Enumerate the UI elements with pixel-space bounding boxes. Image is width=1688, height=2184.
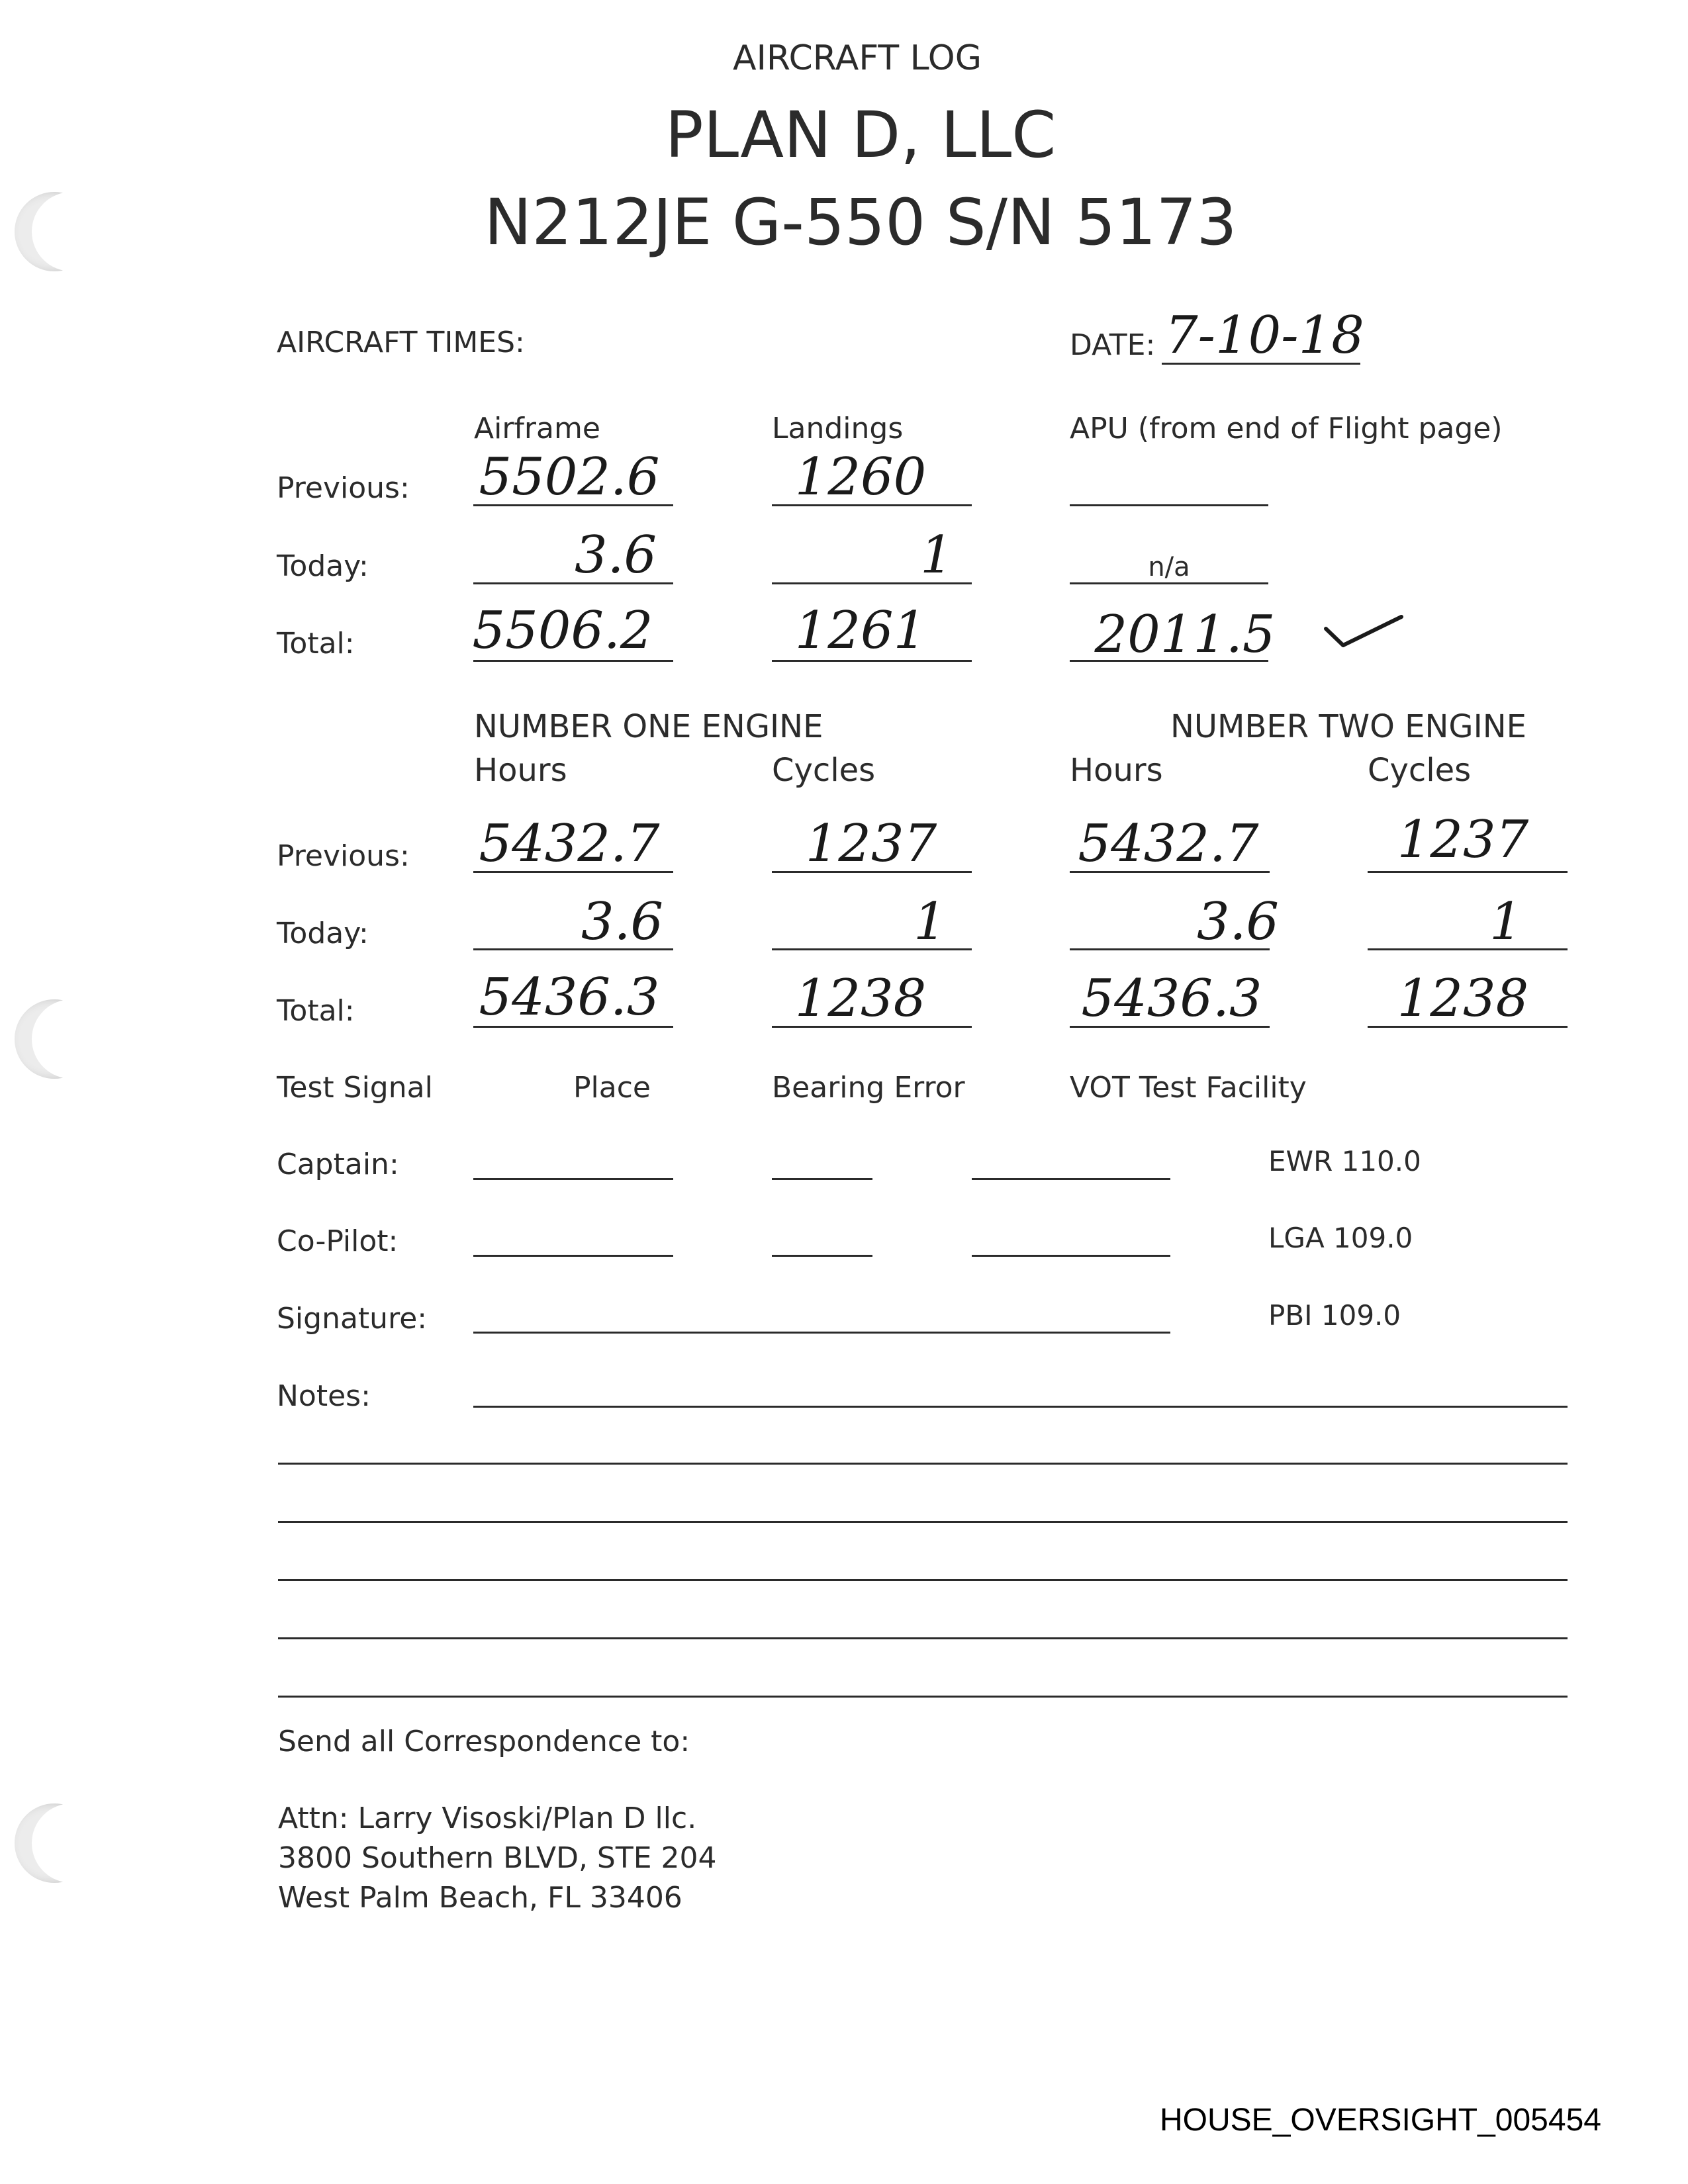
copilot-label: Co-Pilot: [277, 1224, 399, 1258]
correspondence-attn: Attn: Larry Visoski/Plan D llc. [278, 1801, 697, 1835]
notes-rule-1 [473, 1406, 1568, 1408]
e2-hours-total: 5436.3 [1081, 969, 1262, 1028]
correspondence-city: West Palm Beach, FL 33406 [278, 1881, 682, 1915]
notes-rule-2 [278, 1463, 1568, 1465]
copilot-facility-rule [972, 1255, 1170, 1257]
engine2-title: NUMBER TWO ENGINE [1170, 708, 1526, 745]
landings-total: 1261 [794, 601, 927, 660]
apu-previous-rule [1070, 504, 1268, 506]
e2-cycles-today: 1 [1489, 892, 1523, 952]
landings-previous: 1260 [794, 447, 927, 507]
log-subtitle: AIRCRAFT LOG [733, 38, 982, 78]
airframe-total: 5506.2 [472, 601, 653, 660]
e1-cycles-total: 1238 [794, 969, 927, 1028]
e2-hours-today: 3.6 [1196, 892, 1280, 952]
binder-hole-bottom-mask [32, 1803, 111, 1883]
e2-cycles-previous: 1237 [1397, 810, 1529, 870]
correspondence-street: 3800 Southern BLVD, STE 204 [278, 1841, 717, 1875]
e1-hours-previous: 5432.7 [479, 814, 660, 874]
landings-today: 1 [920, 525, 953, 585]
copilot-place-rule [473, 1255, 673, 1257]
aircraft-title: N212JE G-550 S/N 5173 [484, 185, 1237, 259]
airframe-previous: 5502.6 [479, 447, 660, 507]
e2-cycles-total: 1238 [1397, 969, 1529, 1028]
bates-number: HOUSE_OVERSIGHT_005454 [1160, 2103, 1601, 2138]
apu-today-rule [1070, 582, 1268, 584]
vot-facility-label: VOT Test Facility [1070, 1071, 1307, 1105]
e1-hours-total: 5436.3 [479, 968, 660, 1027]
engine2-cycles-label: Cycles [1368, 752, 1472, 789]
engine2-hours-label: Hours [1070, 752, 1163, 789]
e1-hours-today: 3.6 [581, 892, 664, 952]
captain-bearing-rule [772, 1178, 872, 1180]
notes-rule-3 [278, 1521, 1568, 1523]
row-today: Today: [277, 549, 369, 583]
date-label: DATE: [1070, 328, 1156, 362]
captain-facility-rule [972, 1178, 1170, 1180]
col-apu: APU (from end of Flight page) [1070, 412, 1503, 445]
apu-total: 2011.5 [1094, 605, 1276, 664]
correspondence-heading: Send all Correspondence to: [278, 1725, 690, 1758]
notes-label: Notes: [277, 1379, 371, 1413]
apu-today: n/a [1148, 552, 1190, 582]
row-previous: Previous: [277, 471, 410, 505]
e1-cycles-today: 1 [914, 892, 947, 952]
aircraft-times-label: AIRCRAFT TIMES: [277, 326, 525, 359]
notes-rule-6 [278, 1696, 1568, 1698]
binder-hole-middle-mask [32, 999, 111, 1079]
signature-rule [473, 1332, 1170, 1334]
col-airframe: Airframe [474, 412, 600, 445]
copilot-bearing-rule [772, 1255, 872, 1257]
captain-label: Captain: [277, 1148, 399, 1181]
engine-row-today: Today: [277, 917, 369, 950]
place-label: Place [573, 1071, 651, 1105]
engine-row-previous: Previous: [277, 839, 410, 873]
date-value: 7-10-18 [1165, 306, 1364, 365]
e1-cycles-previous: 1237 [805, 814, 937, 874]
signature-label: Signature: [277, 1302, 428, 1336]
bearing-error-label: Bearing Error [772, 1071, 965, 1105]
row-total: Total: [277, 627, 355, 660]
test-signal-label: Test Signal [277, 1071, 433, 1105]
e2-cycles-previous-rule [1368, 871, 1568, 873]
engine1-cycles-label: Cycles [772, 752, 876, 789]
facility-ewr: EWR 110.0 [1268, 1145, 1421, 1177]
col-landings: Landings [772, 412, 904, 445]
facility-pbi: PBI 109.0 [1268, 1299, 1401, 1332]
checkmark-icon [1321, 609, 1407, 655]
notes-rule-5 [278, 1637, 1568, 1639]
facility-lga: LGA 109.0 [1268, 1222, 1413, 1254]
notes-rule-4 [278, 1579, 1568, 1581]
company-title: PLAN D, LLC [665, 98, 1056, 172]
engine1-title: NUMBER ONE ENGINE [474, 708, 823, 745]
e2-hours-previous: 5432.7 [1078, 814, 1259, 874]
engine1-hours-label: Hours [474, 752, 567, 789]
captain-place-rule [473, 1178, 673, 1180]
airframe-today: 3.6 [574, 525, 657, 585]
engine-row-total: Total: [277, 994, 355, 1028]
